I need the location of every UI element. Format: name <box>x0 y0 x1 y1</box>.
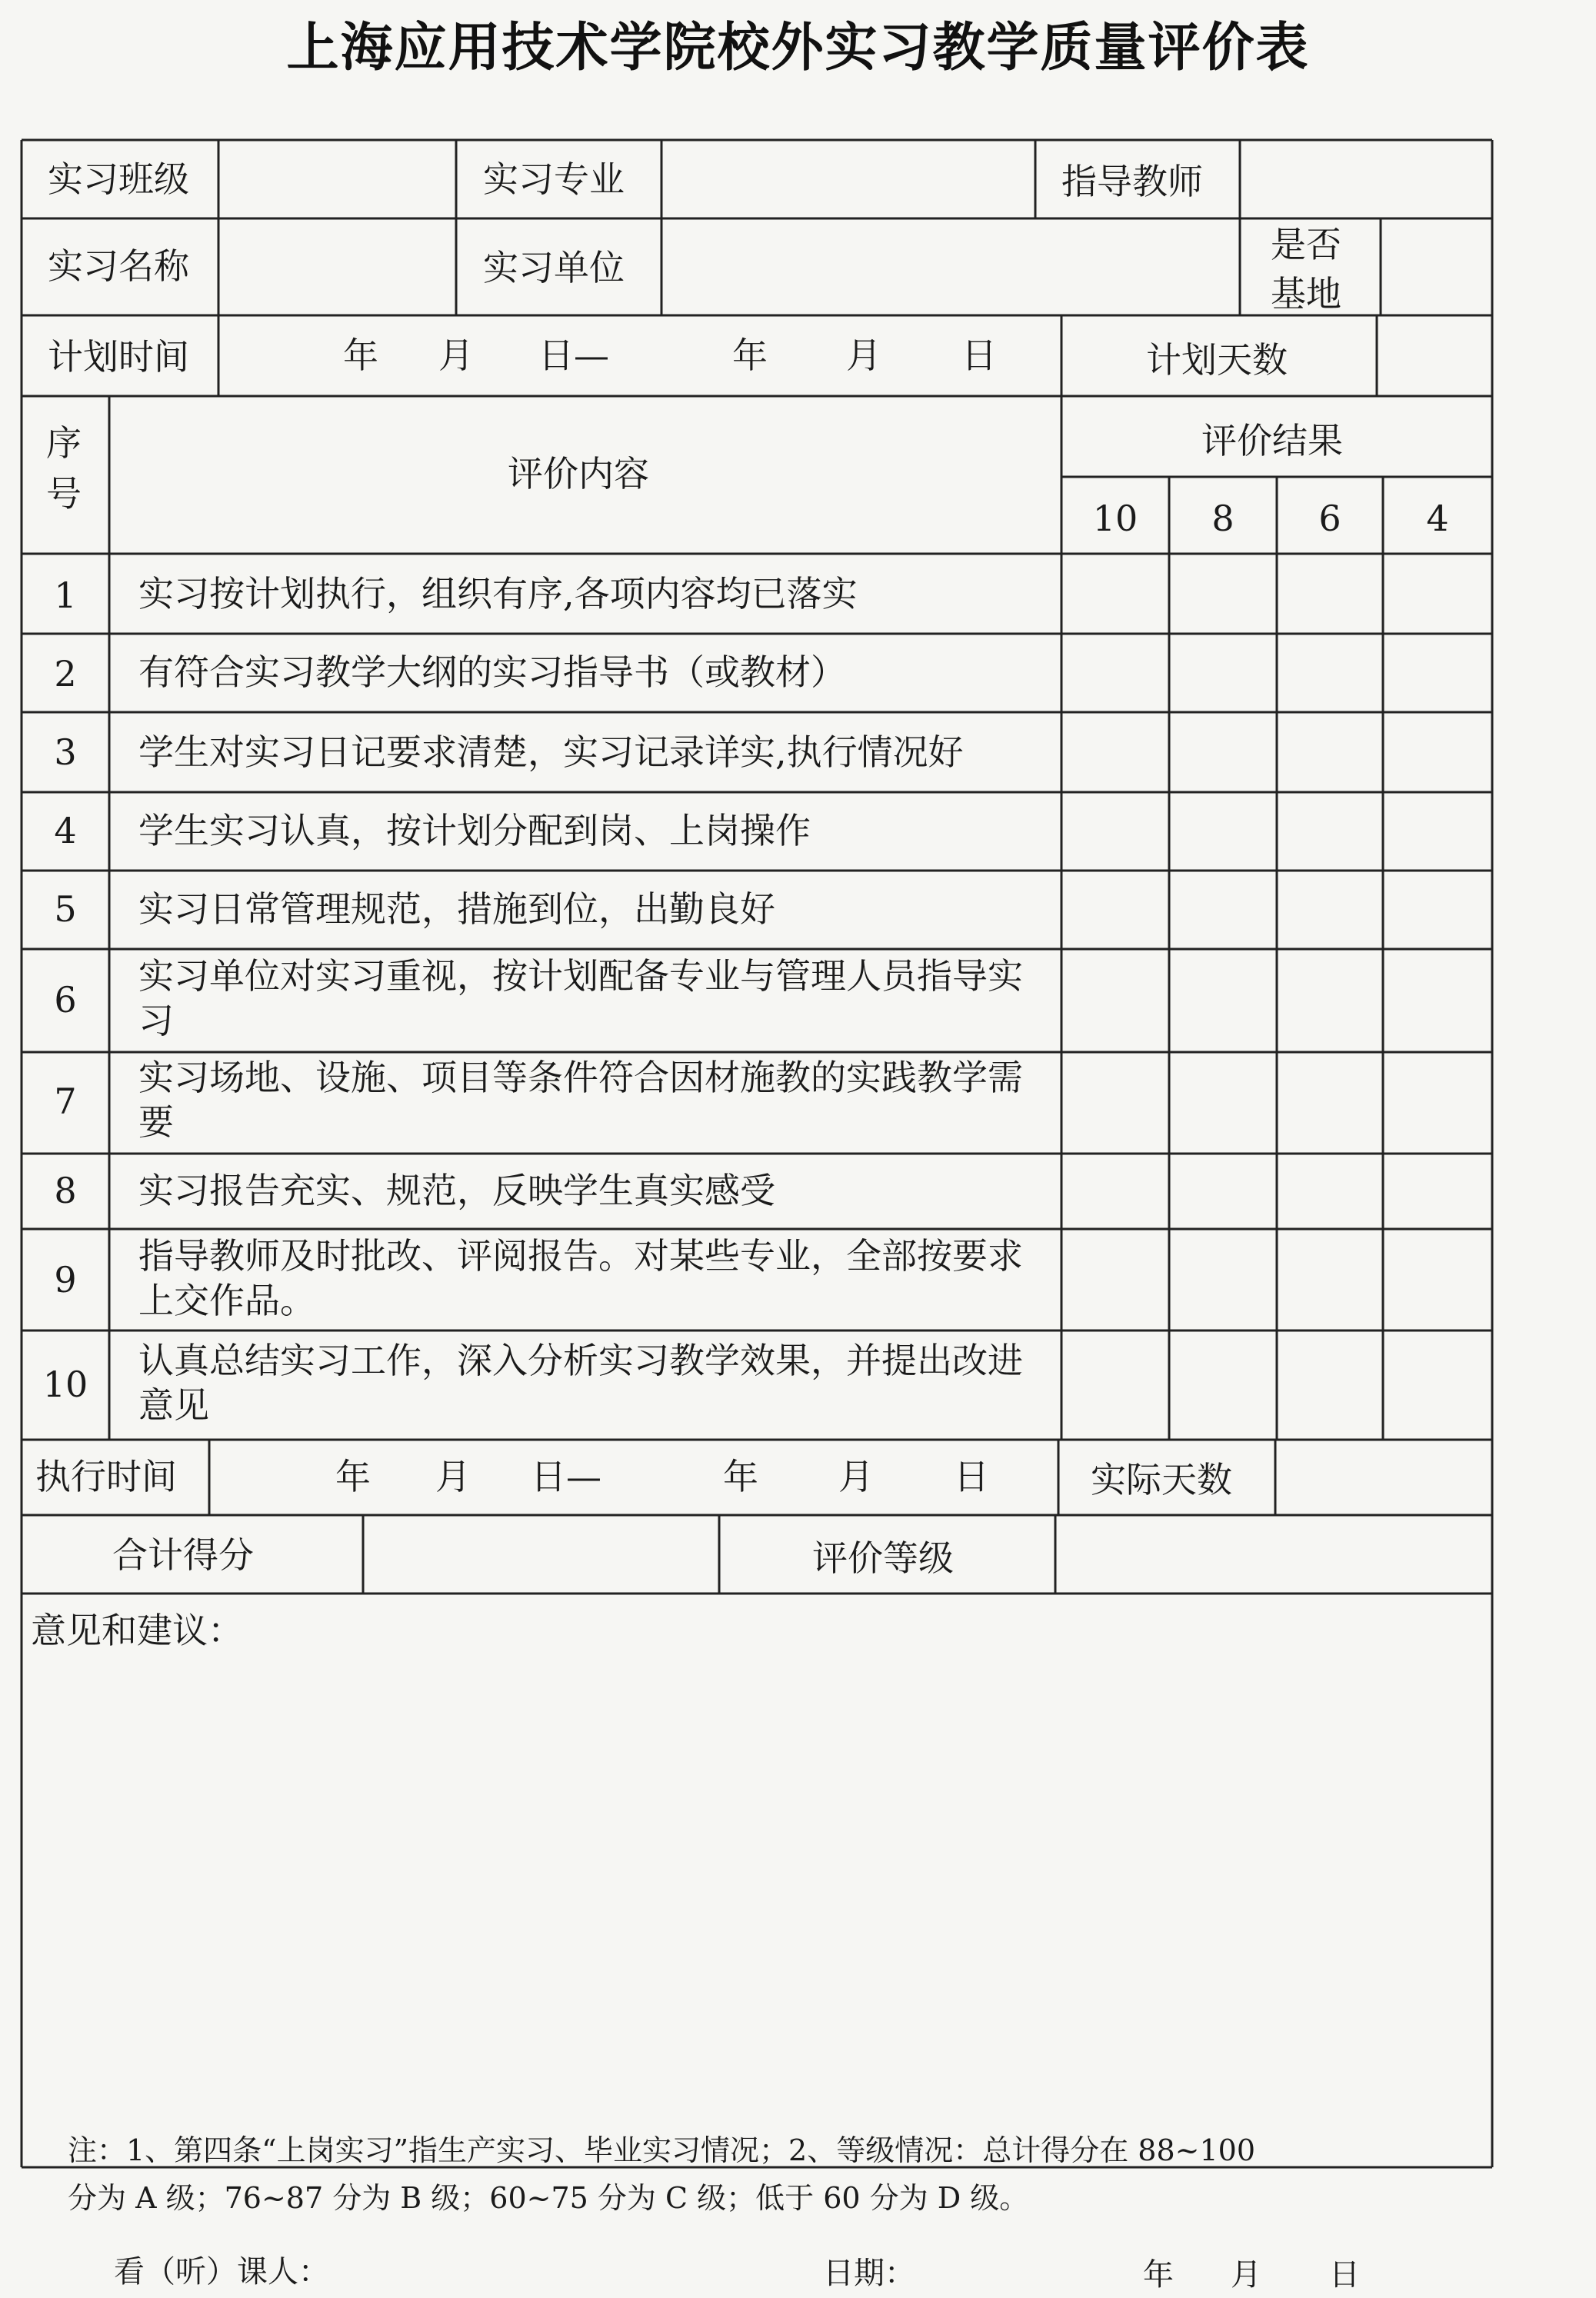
exec-start-day: 日— <box>531 1456 601 1497</box>
criterion-6-text: 实习单位对实习重视，按计划配备专业与管理人员指导实习 <box>138 955 1023 1041</box>
criterion-8-text: 实习报告充实、规范，反映学生真实感受 <box>138 1170 775 1211</box>
plan-days-label: 计划天数 <box>1146 339 1288 381</box>
base-label-line1: 是否 <box>1271 224 1341 265</box>
criterion-5-number: 5 <box>54 888 77 930</box>
date-label: 日期： <box>823 2256 915 2291</box>
criterion-1-text: 实习按计划执行，组织有序,各项内容均已落实 <box>138 573 858 614</box>
opinion-label: 意见和建议： <box>31 1610 243 1651</box>
exec-start-year: 年 <box>335 1456 371 1497</box>
observer-label: 看（听）课人： <box>114 2254 329 2290</box>
criterion-3-text: 学生对实习日记要求清楚，实习记录详实,执行情况好 <box>138 731 964 773</box>
exec-start-month: 月 <box>435 1456 471 1497</box>
actual-days-field[interactable] <box>1278 1443 1489 1512</box>
opinion-field[interactable] <box>25 1661 1489 2164</box>
plan-end-day: 日 <box>961 335 997 376</box>
actual-days-label: 实际天数 <box>1091 1459 1232 1500</box>
content-header: 评价内容 <box>508 453 649 495</box>
score-header-10: 10 <box>1092 498 1138 539</box>
plan-end-month: 月 <box>846 335 881 376</box>
class-field[interactable] <box>222 143 452 215</box>
footer-year: 年 <box>1143 2257 1174 2293</box>
unit-field[interactable] <box>665 221 1237 312</box>
plan-end-year: 年 <box>732 335 768 376</box>
plan-start-month: 月 <box>438 335 474 376</box>
criterion-9-number: 9 <box>54 1259 77 1301</box>
seq-header-line2: 号 <box>46 473 82 515</box>
criterion-1-number: 1 <box>54 574 77 616</box>
base-field[interactable] <box>1384 221 1489 312</box>
plan-start-day: 日— <box>538 335 609 376</box>
exec-end-day: 日 <box>954 1456 989 1497</box>
score-header-8: 8 <box>1211 498 1234 539</box>
name-label: 实习名称 <box>48 245 189 287</box>
exec-end-year: 年 <box>723 1456 758 1497</box>
footer-day: 日 <box>1329 2257 1360 2293</box>
criterion-9-text: 指导教师及时批改、评阅报告。对某些专业，全部按要求上交作品。 <box>138 1235 1023 1321</box>
major-label: 实习专业 <box>483 158 625 200</box>
page-title: 上海应用技术学院校外实习教学质量评价表 <box>286 18 1310 78</box>
plan-start-year: 年 <box>343 335 378 376</box>
grade-label: 评价等级 <box>812 1537 954 1579</box>
base-label-line2: 基地 <box>1271 273 1341 315</box>
name-field[interactable] <box>222 221 452 312</box>
criterion-10-number: 10 <box>42 1364 88 1405</box>
plan-time-label: 计划时间 <box>48 336 189 378</box>
criterion-8-number: 8 <box>54 1170 77 1211</box>
exec-end-month: 月 <box>838 1456 874 1497</box>
exec-time-label: 执行时间 <box>35 1456 177 1497</box>
criterion-2-number: 2 <box>54 653 77 694</box>
criterion-3-number: 3 <box>54 731 77 773</box>
criterion-7-number: 7 <box>54 1081 77 1122</box>
class-label: 实习班级 <box>48 158 189 200</box>
score-header-6: 6 <box>1318 498 1341 539</box>
criterion-10-text: 认真总结实习工作，深入分析实习教学效果，并提出改进意见 <box>138 1340 1023 1426</box>
major-field[interactable] <box>665 143 1032 215</box>
result-header: 评价结果 <box>1201 420 1343 461</box>
plan-days-field[interactable] <box>1380 318 1489 393</box>
score-header-4: 4 <box>1426 498 1449 539</box>
note-line-1: 注：1、第四条“上岗实习”指生产实习、毕业实习情况；2、等级情况：总计得分在 88~100 <box>68 2133 1256 2167</box>
criterion-4-text: 学生实习认真，按计划分配到岗、上岗操作 <box>138 810 811 851</box>
criterion-6-number: 6 <box>54 979 77 1021</box>
total-score-field[interactable] <box>366 1518 716 1590</box>
criterion-4-number: 4 <box>54 810 77 851</box>
footer-month: 月 <box>1231 2257 1261 2293</box>
criterion-7-text: 实习场地、设施、项目等条件符合因材施教的实践教学需要 <box>138 1057 1023 1143</box>
unit-label: 实习单位 <box>483 247 625 288</box>
note-line-2: 分为 A 级；76~87 分为 B 级；60~75 分为 C 级；低于 60 分为 D 级。 <box>68 2181 1029 2215</box>
grade-field[interactable] <box>1058 1518 1489 1590</box>
total-score-label: 合计得分 <box>112 1534 254 1576</box>
teacher-field[interactable] <box>1243 143 1489 215</box>
teacher-label: 指导教师 <box>1061 161 1203 202</box>
criterion-5-text: 实习日常管理规范，措施到位，出勤良好 <box>138 888 775 930</box>
criterion-2-text: 有符合实习教学大纲的实习指导书（或教材） <box>138 651 846 693</box>
seq-header-line1: 序 <box>46 422 82 464</box>
